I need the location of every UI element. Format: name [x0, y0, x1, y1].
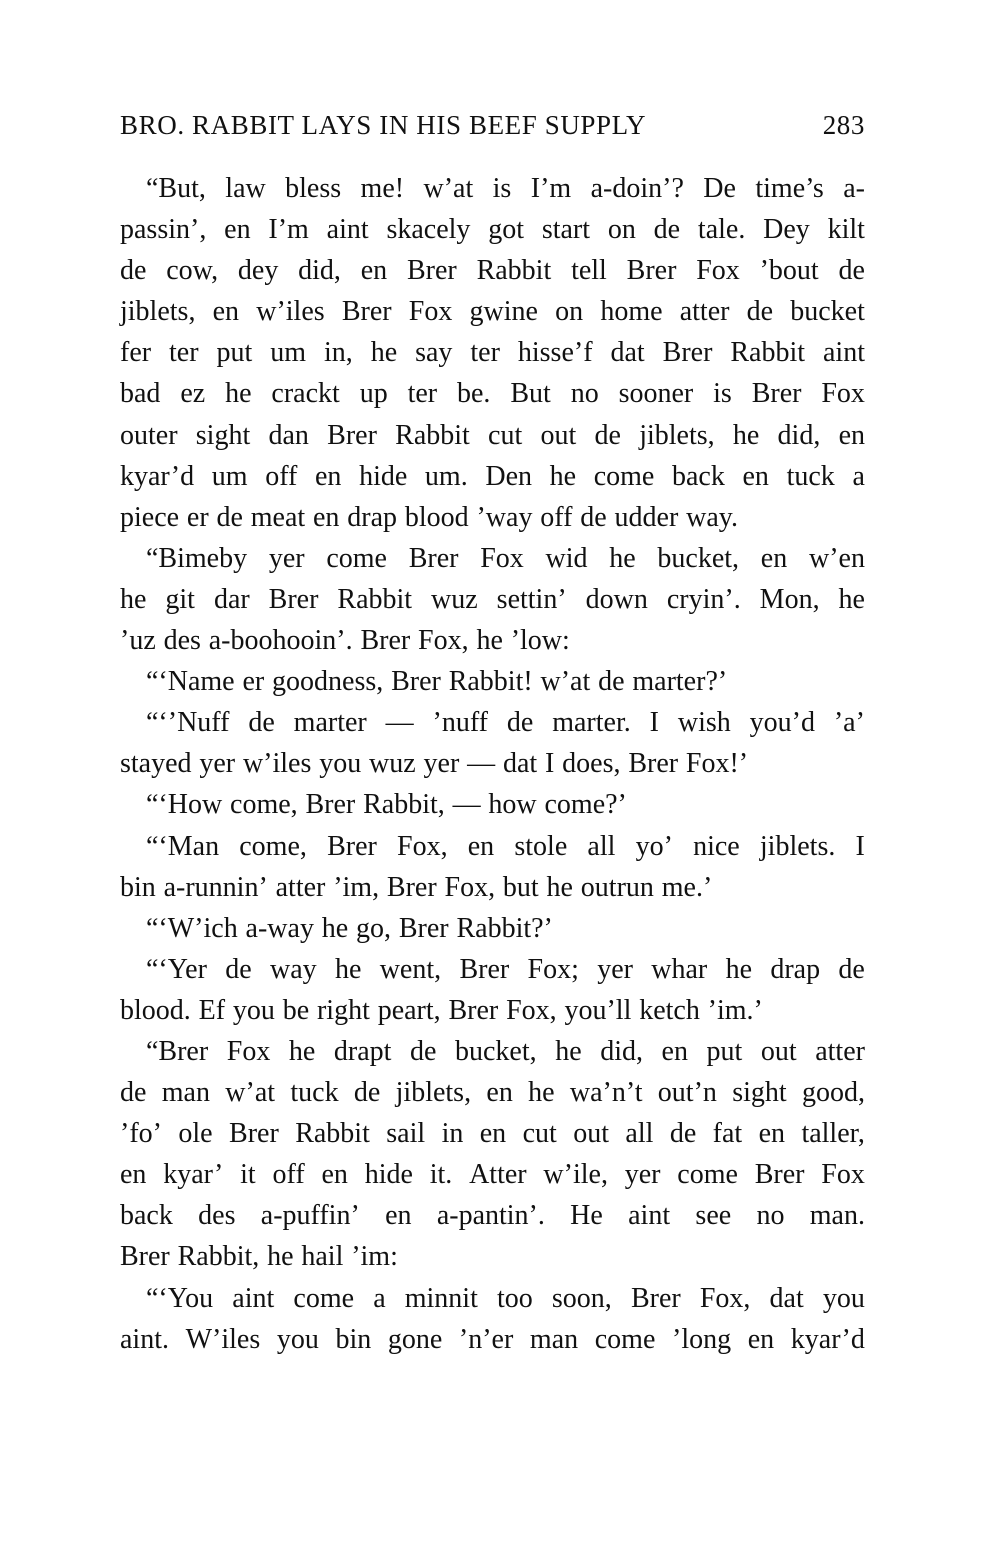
book-page: [120, 110, 865, 1360]
text-line: de man w’at tuck de jiblets, en he wa’n’t out’n sight good,: [120, 1077, 865, 1109]
text-line: de cow, dey did, en Brer Rabbit tell Brer Fox ’bout de: [120, 255, 865, 287]
text-line: “Bimeby yer come Brer Fox wid he bucket, en w’en: [146, 542, 865, 574]
text-line: ’fo’ ole Brer Rabbit sail in en cut out all de fat en taller,: [120, 1118, 865, 1150]
text-line: “Brer Fox he drapt de bucket, he did, en put out atter: [146, 1035, 865, 1067]
text-line: ’uz des a-boohooin’. Brer Fox, he ’low:: [120, 625, 570, 657]
text-line: kyar’d um off en hide um. Den he come back en tuck a: [120, 460, 865, 492]
text-line: outer sight dan Brer Rabbit cut out de jiblets, he did, en: [120, 419, 865, 451]
page-number: 283: [822, 110, 865, 140]
text-line: “‘’Nuff de marter — ’nuff de marter. I wish you’d ’a’: [146, 707, 865, 739]
text-line: blood. Ef you be right peart, Brer Fox, you’ll ketch ’im.’: [120, 994, 763, 1026]
text-line: en kyar’ it off en hide it. Atter w’ile, yer come Brer Fox: [120, 1159, 865, 1191]
text-line: Brer Rabbit, he hail ’im:: [120, 1241, 398, 1273]
text-line: stayed yer w’iles you wuz yer — dat I does, Brer Fox!’: [120, 748, 749, 780]
text-line: bad ez he crackt up ter be. But no sooner is Brer Fox: [120, 378, 865, 410]
body-text: [120, 168, 865, 1360]
text-line: “‘You aint come a minnit too soon, Brer Fox, dat you: [146, 1282, 865, 1314]
running-head: [120, 110, 865, 158]
text-line: passin’, en I’m aint skacely got start on de tale. Dey kilt: [120, 214, 865, 246]
text-line: piece er de meat en drap blood ’way off de udder way.: [120, 501, 738, 533]
text-line: “‘W’ich a-way he go, Brer Rabbit?’: [146, 912, 553, 944]
text-line: back des a-puffin’ en a-pantin’. He aint see no man.: [120, 1200, 865, 1232]
text-line: bin a-runnin’ atter ’im, Brer Fox, but he outrun me.’: [120, 871, 713, 903]
text-line: “‘How come, Brer Rabbit, — how come?’: [146, 789, 627, 821]
text-line: jiblets, en w’iles Brer Fox gwine on home atter de bucket: [120, 296, 865, 328]
text-line: “But, law bless me! w’at is I’m a-doin’? De time’s a-: [146, 173, 865, 204]
text-line: “‘Yer de way he went, Brer Fox; yer whar he drap de: [146, 953, 865, 985]
text-line: he git dar Brer Rabbit wuz settin’ down cryin’. Mon, he: [120, 583, 865, 615]
text-line: fer ter put um in, he say ter hisse’f dat Brer Rabbit aint: [120, 337, 865, 369]
chapter-title: BRO. RABBIT LAYS IN HIS BEEF SUPPLY: [120, 110, 647, 140]
text-line: “‘Name er goodness, Brer Rabbit! w’at de marter?’: [146, 666, 728, 698]
text-line: aint. W’iles you bin gone ’n’er man come ’long en kyar’d: [120, 1323, 865, 1355]
text-line: “‘Man come, Brer Fox, en stole all yo’ nice jiblets. I: [146, 830, 865, 862]
